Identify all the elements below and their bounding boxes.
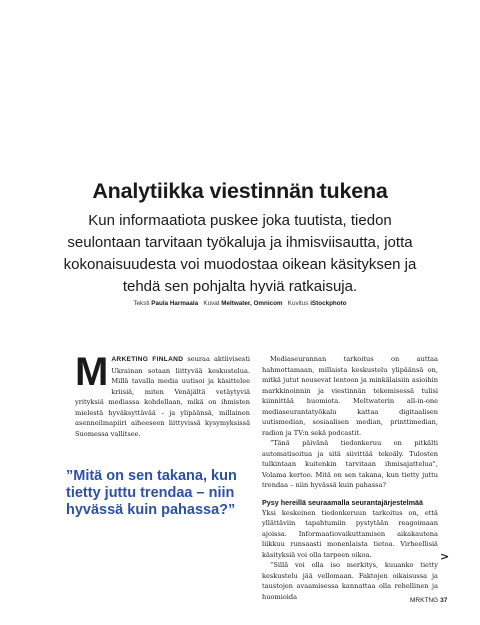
credit-text-author: Paula Harmaala: [151, 300, 199, 307]
body-paragraph-4: ”Sillä voi olla iso merkitys, kuuanko tietty keskustelu jää vellomaan. Faktojen oikaisussa ja taustojen avaamisessa kannattaa olla rehellinen ja huomioida: [262, 561, 438, 601]
body-paragraph-1: Mediaseurannan tarkoitus on auttaa hahmottamaan, millaista keskustelu ylipäänsä on, mitkä jutut nousevat lentoon ja minkälaisiin asioihin markkinoinnin ja viestinnän tekemisessä tulisi kiinnittää huomiota. Meltwaterin all-in-one mediaseurantatyökalu kattaa digitaalisen uutismedian, sosiaalisen median, printtimedian, radion ja TV:n sekä podcastit.: [262, 355, 438, 437]
pull-quote: ”Mitä on sen takana, kun tietty juttu trendaa – niin hyvässä kuin pahassa?”: [66, 468, 237, 518]
intro-paragraph: [75, 350, 250, 439]
left-column: [75, 350, 250, 439]
right-column: [262, 354, 438, 602]
credit-illustration-label: Kuvitus: [287, 300, 309, 307]
intro-lead-words: ARKETING FINLAND: [111, 356, 184, 363]
credit-photos-source: Meltwater, Omnicom: [221, 300, 283, 307]
body-paragraph-2: ”Tänä päivänä tiedonkeruu on pitkälti automatisoitua ja sitä siivittää tekoäly. Tulosten tulkintaan kuitenkin tarvitaan ihmisajattelua”, Volama kertoo. Mitä on sen takana, kun tietty juttu trendaa – niin hyvässä kuin pahassa?: [262, 439, 438, 489]
credit-text-label: Teksti: [133, 300, 150, 307]
intro-paragraph-text: seuraa aktiivisesti Ukrainan sotaan liittyvää keskustelua. Millä tavalla media uutisoi ja käsittelee kriisiä, miten Venäjältä vetäytyviä yrityksiä mediassa kohdellaan, mikä on ihmisten mielestä hyväksyttävää – ja ylipäänsä, millainen asenneilmapiiri aiheeseen liittyvissä kysymyksissä Suomessa vallitsee.: [75, 355, 250, 438]
body-paragraph-3: Yksi keskeinen tiedonkeruun tarkoitus on, että yllättäviin tapahtumiin pystytään reagoimaan ajoissa. Informaatiovaikuttamisen aikakautena liikkuu runsaasti monenlaista tietoa. Virheellisiä käsityksiä voi olla tarpeen oikoa.: [262, 508, 438, 559]
drop-cap: M: [75, 350, 109, 394]
page-number: 37: [440, 597, 448, 604]
continue-arrow-icon: >: [440, 550, 450, 563]
footer-magazine-name: MRKTNG: [410, 597, 439, 604]
section-subheading: Pysy hereillä seuraamalla seurantajärjestelmää: [262, 497, 424, 507]
page-footer: [410, 597, 447, 604]
credit-illustration-source: iStockphoto: [310, 300, 347, 307]
article-credits: [0, 300, 480, 307]
article-title: Analytiikka viestinnän tukena: [92, 179, 388, 203]
article-lead: Kun informaatiota puskee joka tuutista, tiedon seulontaan tarvitaan työkaluja ja ihmisviisautta, jotta kokonaisuudesta voi muodostaa oikean käsityksen ja tehdä sen pohjalta hyviä ratkaisuja.: [63, 212, 417, 295]
credit-photos-label: Kuvat: [203, 300, 220, 307]
